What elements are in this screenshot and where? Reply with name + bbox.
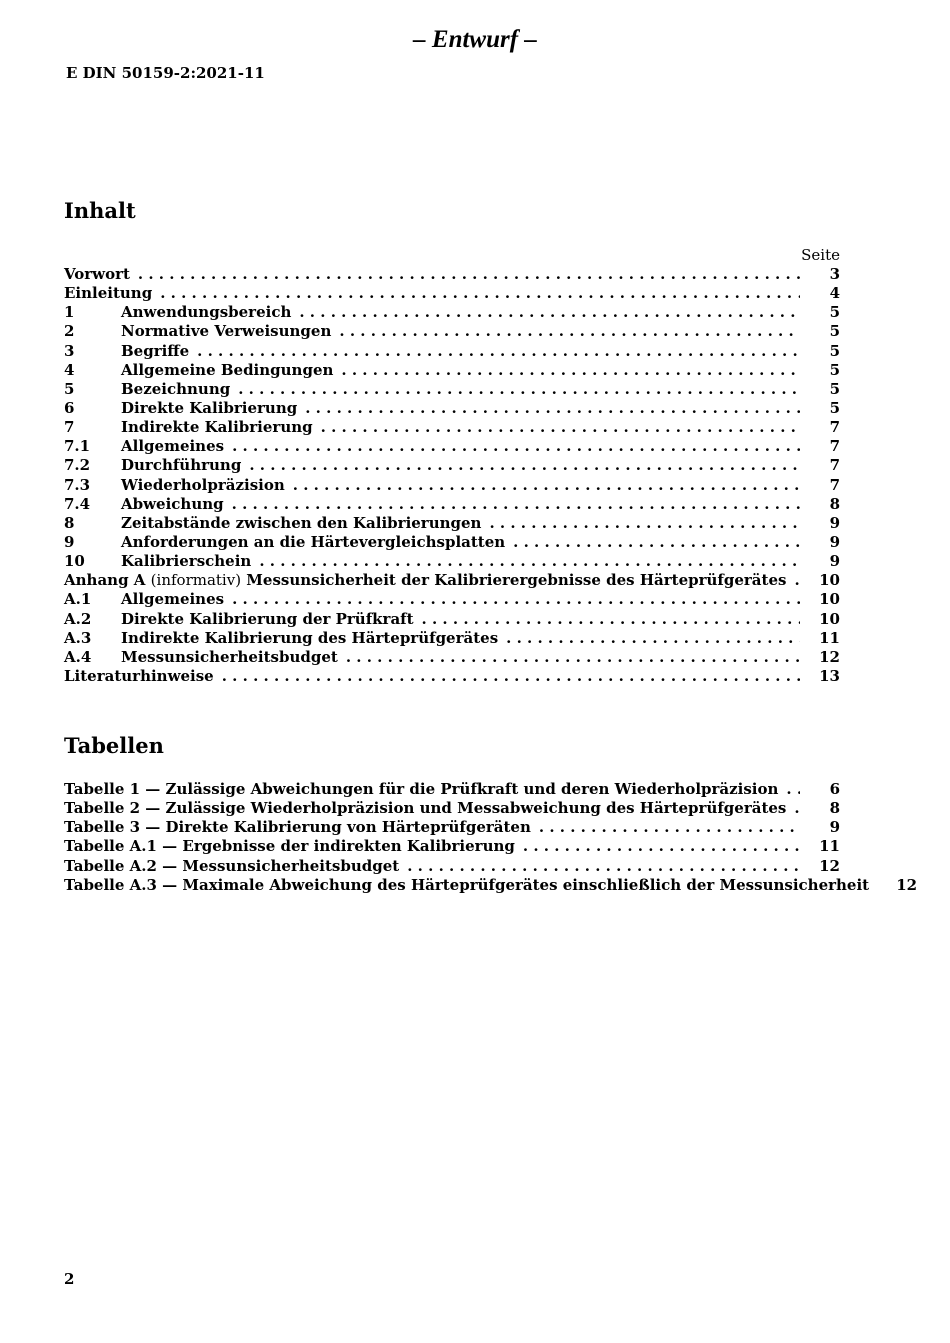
- dot-leader: [222, 667, 800, 686]
- toc-entry-page: 10: [819, 590, 840, 609]
- dot-leader: [422, 610, 800, 629]
- toc-entry-title: Wiederholpräzision: [121, 475, 285, 494]
- toc-entry-3[interactable]: [64, 342, 840, 361]
- toc-entry-title: Einleitung: [64, 284, 153, 303]
- toc-entry-einleitung[interactable]: [64, 284, 840, 303]
- toc-entry-page: 3: [829, 265, 840, 283]
- toc-entry-page: 9: [829, 532, 840, 551]
- dot-leader: [232, 437, 800, 456]
- toc-entry-page: 12: [819, 647, 840, 666]
- table-entry-page: 12: [819, 856, 840, 875]
- tables-list: [64, 780, 918, 895]
- dot-leader: [341, 361, 800, 380]
- toc-entry-vorwort[interactable]: [64, 265, 840, 284]
- toc-entry-a-1[interactable]: [64, 590, 840, 609]
- toc-entry-page: 7: [829, 437, 840, 456]
- toc-entry-anhang-a[interactable]: [64, 571, 840, 590]
- toc-entry-number: A.2: [64, 609, 92, 628]
- toc-entry-7-2[interactable]: [64, 456, 840, 475]
- toc-entry-page: 5: [829, 379, 840, 398]
- table-entry-title: Tabelle A.1 — Ergebnisse der indirekten Kalibrierung: [64, 837, 515, 856]
- tables-heading: Tabellen: [64, 733, 164, 758]
- table-entry-page: 11: [819, 837, 840, 856]
- dot-leader: [232, 590, 800, 609]
- toc-entry-title: Allgemeine Bedingungen: [121, 360, 334, 379]
- toc-entry-page: 5: [829, 303, 840, 322]
- table-entry-page: 12: [896, 875, 918, 894]
- toc-entry-page: 5: [829, 341, 840, 360]
- toc-entry-number: 6: [64, 398, 75, 417]
- toc-entry-literaturhinweise[interactable]: [64, 667, 840, 686]
- table-entry-page: 6: [829, 780, 840, 798]
- toc-entry-page: 10: [819, 571, 840, 590]
- dot-leader: [299, 303, 800, 322]
- toc-entry-number: 8: [64, 513, 75, 532]
- toc-entry-title: Anwendungsbereich: [121, 303, 292, 322]
- toc-heading: Inhalt: [64, 198, 136, 223]
- table-entry-page: 9: [829, 818, 840, 837]
- toc-entry-page: 9: [829, 513, 840, 532]
- toc-entry-8[interactable]: [64, 514, 840, 533]
- annex-title: Messunsicherheit der Kalibrierergebnisse des Härteprüfgerätes: [246, 571, 787, 590]
- toc-entry-number: 7.1: [64, 437, 91, 456]
- toc-entry-7-1[interactable]: [64, 437, 840, 456]
- toc-entry-title: Abweichung: [121, 494, 224, 513]
- document-id: E DIN 50159-2:2021-11: [66, 64, 265, 82]
- toc-entry-number: 5: [64, 379, 75, 398]
- toc-entry-title: Kalibrierschein: [121, 552, 252, 571]
- toc-entry-number: 1: [64, 303, 75, 322]
- dot-leader: [160, 284, 800, 303]
- toc-entry-9[interactable]: [64, 533, 840, 552]
- toc-entry-4[interactable]: [64, 361, 840, 380]
- toc-entry-page: 9: [829, 552, 840, 571]
- toc-entry-page: 5: [829, 360, 840, 379]
- toc-entry-title: [64, 571, 786, 590]
- toc-entry-number: A.1: [64, 590, 92, 609]
- dot-leader: [232, 495, 800, 514]
- toc-entry-title: Normative Verweisungen: [121, 322, 332, 341]
- toc-entry-title: Direkte Kalibrierung: [121, 398, 298, 417]
- toc-entry-page: 4: [829, 284, 840, 303]
- dot-leader: [523, 837, 800, 856]
- toc-entry-number: A.4: [64, 647, 92, 666]
- toc-entry-page: 7: [829, 418, 840, 437]
- toc-entry-a-3[interactable]: [64, 629, 840, 648]
- toc-entry-number: 7.4: [64, 494, 91, 513]
- toc-entry-title: Allgemeines: [121, 437, 225, 456]
- dot-leader: [339, 322, 800, 341]
- toc-entry-title: Anforderungen an die Härtevergleichsplatten: [121, 532, 506, 551]
- table-entry-a-1[interactable]: [64, 837, 840, 856]
- toc-entry-a-4[interactable]: [64, 648, 840, 667]
- toc-entry-page: 11: [819, 628, 840, 647]
- dot-leader: [138, 265, 800, 284]
- table-entry-title: Tabelle 3 — Direkte Kalibrierung von Härteprüfgeräten: [64, 818, 531, 837]
- dot-leader: [305, 399, 800, 418]
- toc-entry-a-2[interactable]: [64, 610, 840, 629]
- dot-leader: [293, 476, 800, 495]
- toc-entry-title: Literaturhinweise: [64, 666, 214, 685]
- dot-leader: [513, 533, 800, 552]
- dot-leader: [346, 648, 800, 667]
- table-entry-title: Tabelle 2 — Zulässige Wiederholpräzision und Messabweichung des Härteprüfgerätes: [64, 799, 787, 818]
- toc-entry-title: Zeitabstände zwischen den Kalibrierungen: [121, 513, 482, 532]
- table-entry-title: Tabelle A.2 — Messunsicherheitsbudget: [64, 856, 400, 875]
- toc-entry-number: 4: [64, 360, 75, 379]
- toc-list: [64, 265, 840, 686]
- table-entry-1[interactable]: [64, 780, 840, 799]
- toc-entry-title: Allgemeines: [121, 590, 225, 609]
- toc-entry-page: 7: [829, 475, 840, 494]
- toc-entry-page: 13: [819, 666, 840, 685]
- toc-entry-7-3[interactable]: [64, 476, 840, 495]
- toc-entry-title: Direkte Kalibrierung der Prüfkraft: [121, 609, 414, 628]
- toc-entry-title: Bezeichnung: [121, 379, 231, 398]
- toc-entry-title: Indirekte Kalibrierung des Härteprüfgerätes: [121, 628, 499, 647]
- toc-entry-number: 7.2: [64, 456, 91, 475]
- toc-entry-title: Durchführung: [121, 456, 242, 475]
- toc-entry-number: 3: [64, 341, 75, 360]
- table-entry-title: Tabelle 1 — Zulässige Abweichungen für die Prüfkraft und deren Wiederholpräzision: [64, 780, 779, 798]
- table-entry-page: 8: [829, 799, 840, 818]
- toc-entry-title: Indirekte Kalibrierung: [121, 418, 313, 437]
- toc-entry-page: 7: [829, 456, 840, 475]
- toc-entry-number: A.3: [64, 628, 92, 647]
- dot-leader: [197, 342, 800, 361]
- page-column-label: Seite: [801, 246, 840, 264]
- dot-leader: [539, 818, 800, 837]
- toc-entry-number: 2: [64, 322, 75, 341]
- toc-entry-6[interactable]: [64, 399, 840, 418]
- toc-entry-page: 8: [829, 494, 840, 513]
- dot-leader: [506, 629, 800, 648]
- toc-entry-page: 5: [829, 322, 840, 341]
- dot-leader: [259, 552, 800, 571]
- toc-entry-title: Vorwort: [64, 265, 130, 283]
- dot-leader: [249, 456, 800, 475]
- table-entry-a-3[interactable]: [64, 875, 918, 895]
- toc-entry-number: 10: [64, 552, 85, 571]
- toc-entry-number: 7.3: [64, 475, 91, 494]
- toc-entry-title: Messunsicherheitsbudget: [121, 647, 338, 666]
- toc-entry-page: 10: [819, 609, 840, 628]
- dot-leader: [489, 514, 800, 533]
- dot-leader: [238, 380, 800, 399]
- toc-entry-7[interactable]: [64, 418, 840, 437]
- table-entry-3[interactable]: [64, 818, 840, 837]
- toc-entry-number: 7: [64, 418, 75, 437]
- toc-entry-5[interactable]: [64, 380, 840, 399]
- toc-entry-2[interactable]: [64, 322, 840, 341]
- toc-entry-number: 9: [64, 532, 75, 551]
- table-entry-a-2[interactable]: [64, 857, 840, 876]
- table-entry-2[interactable]: [64, 799, 840, 818]
- page-number: 2: [64, 1270, 75, 1288]
- draft-label: – Entwurf –: [413, 26, 537, 53]
- toc-entry-10[interactable]: [64, 552, 840, 571]
- dot-leader: [321, 418, 800, 437]
- dot-leader: [786, 780, 800, 799]
- annex-note: (informativ): [150, 571, 242, 590]
- table-entry-title: Tabelle A.3 — Maximale Abweichung des Härteprüfgerätes einschließlich der Messunsicherheit: [64, 875, 870, 894]
- toc-entry-1[interactable]: [64, 303, 840, 322]
- annex-label: Anhang A: [64, 571, 146, 590]
- toc-entry-title: Begriffe: [121, 341, 190, 360]
- dot-leader: [407, 857, 800, 876]
- toc-entry-page: 5: [829, 398, 840, 417]
- toc-entry-7-4[interactable]: [64, 495, 840, 514]
